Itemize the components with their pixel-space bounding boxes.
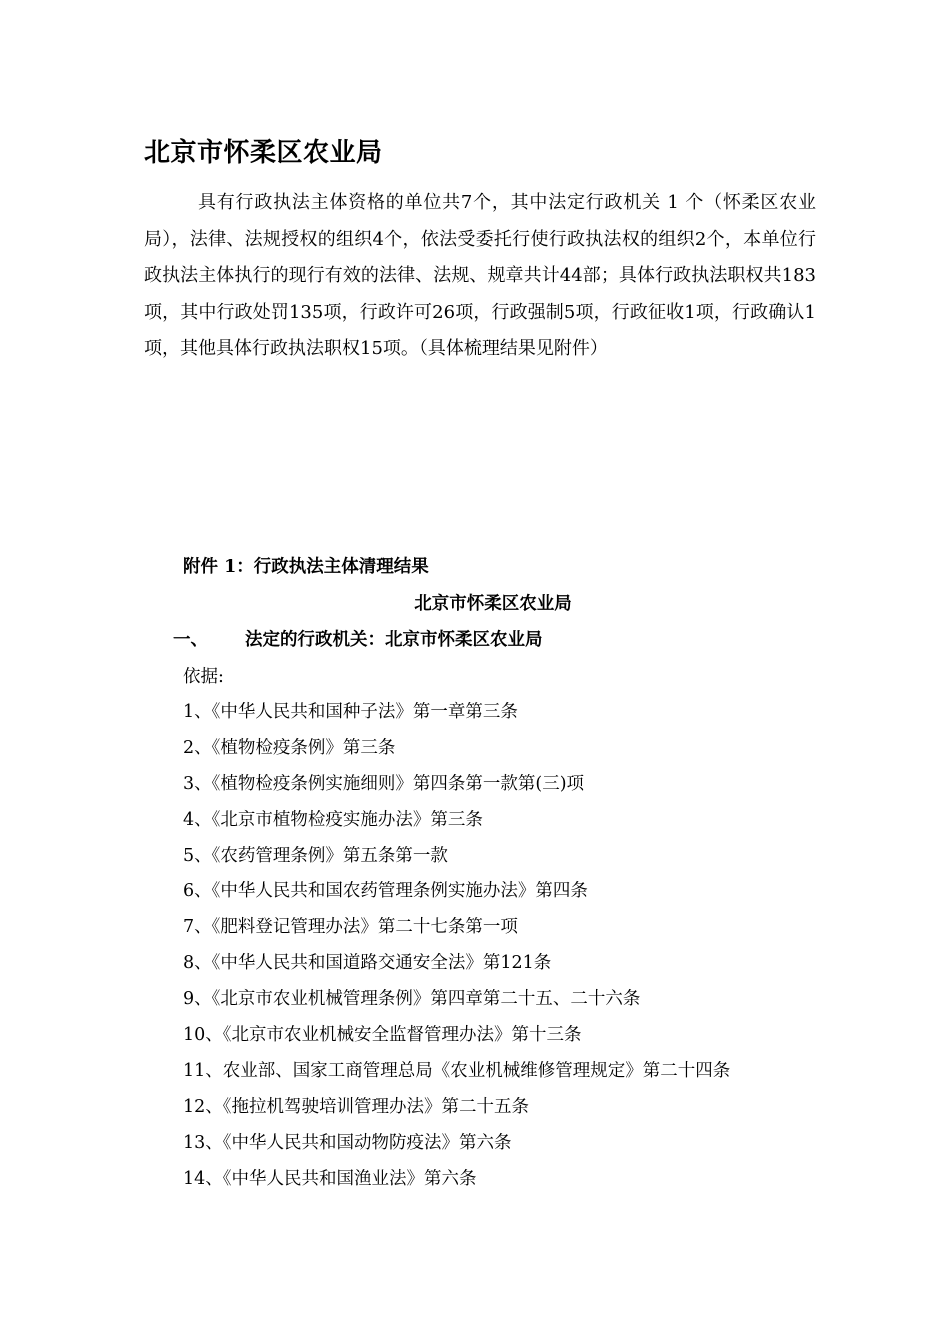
basis-list [183, 697, 730, 1199]
section-heading [173, 626, 543, 651]
list-item: 10、《北京市农业机械安全监督管理办法》第十三条 [183, 1025, 582, 1046]
list-item: 9、《北京市农业机械管理条例》第四章第二十五、二十六条 [183, 989, 641, 1010]
list-item: 14、《中华人民共和国渔业法》第六条 [183, 1168, 477, 1189]
intro-paragraph: 具有行政执法主体资格的单位共7个，其中法定行政机关 1 个（怀柔区农业局），法律、法规授权的组织4个，依法受委托行使行政执法权的组织2个，本单位行政执法主体执行的现行有效的法律、法规、规章共计44部；具体行政执法职权共183项，其中行政处罚135项，行政许可26项，行政强制5项，行政征收1项，行政确认1项，其他具体行政执法职权15项。（具体梳理结果见附件） [144, 192, 816, 359]
list-item: 1、《中华人民共和国种子法》第一章第三条 [183, 702, 518, 722]
document-title: 北京市怀柔区农业局 [144, 138, 383, 168]
annex-title: 附件 1：行政执法主体清理结果 [183, 557, 429, 577]
list-item: 3、《植物检疫条例实施细则》第四条第一款第(三)项 [183, 773, 585, 794]
basis-label: 依据: [183, 667, 224, 687]
list-item: 7、《肥料登记管理办法》第二十七条第一项 [183, 917, 518, 938]
list-item: 5、《农药管理条例》第五条第一款 [183, 845, 448, 866]
list-item: 13、《中华人民共和国动物防疫法》第六条 [183, 1132, 512, 1153]
list-item: 4、《北京市植物检疫实施办法》第三条 [183, 809, 483, 830]
section-number: 一、 [173, 630, 208, 650]
list-item: 12、《拖拉机驾驶培训管理办法》第二十五条 [183, 1096, 530, 1117]
list-item: 6、《中华人民共和国农药管理条例实施办法》第四条 [183, 881, 588, 902]
list-item: 8、《中华人民共和国道路交通安全法》第121条 [183, 953, 552, 974]
list-item: 2、《植物检疫条例》第三条 [183, 737, 396, 758]
list-item: 11、农业部、国家工商管理总局《农业机械维修管理规定》第二十四条 [183, 1060, 731, 1081]
section-heading-text: 法定的行政机关：北京市怀柔区农业局 [245, 630, 543, 650]
annex-subtitle: 北京市怀柔区农业局 [414, 594, 572, 614]
